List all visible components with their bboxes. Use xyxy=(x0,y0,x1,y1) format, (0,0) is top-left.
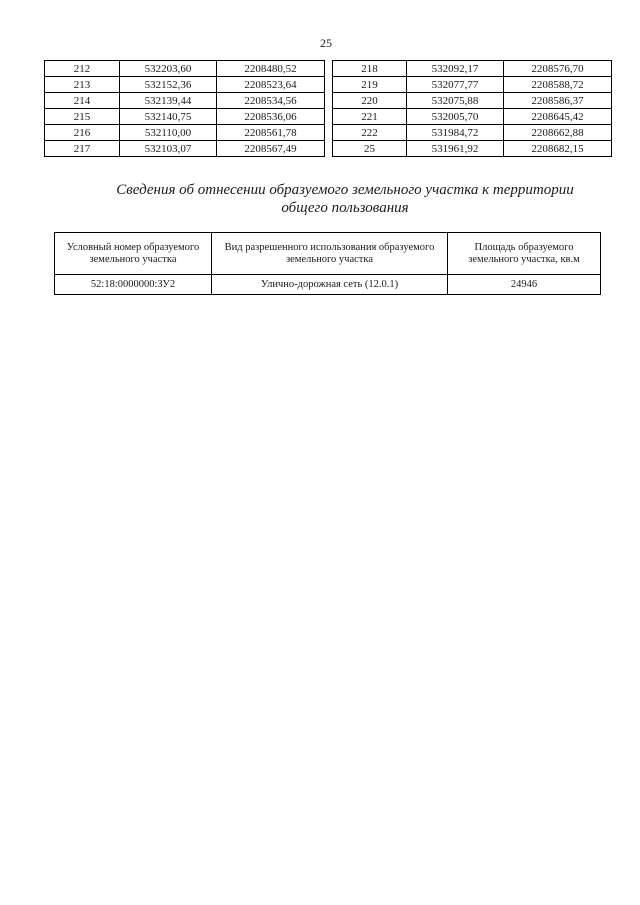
table-row xyxy=(333,109,612,125)
point-number: 214 xyxy=(45,93,120,109)
header-permitted-use: Вид разрешенного использования образуемого земельного участка xyxy=(212,233,448,275)
point-number: 215 xyxy=(45,109,120,125)
table-row xyxy=(45,77,325,93)
y-coordinate: 2208682,15 xyxy=(504,141,612,157)
table-row xyxy=(333,77,612,93)
y-coordinate: 2208576,70 xyxy=(504,61,612,77)
point-number: 221 xyxy=(333,109,407,125)
y-coordinate: 2208523,64 xyxy=(217,77,325,93)
section-heading-line-2: общего пользования xyxy=(281,200,409,216)
table-row xyxy=(45,61,325,77)
x-coordinate: 532075,88 xyxy=(407,93,504,109)
x-coordinate: 532203,60 xyxy=(120,61,217,77)
table-row xyxy=(333,93,612,109)
point-number: 212 xyxy=(45,61,120,77)
y-coordinate: 2208645,42 xyxy=(504,109,612,125)
x-coordinate: 531984,72 xyxy=(407,125,504,141)
point-number: 222 xyxy=(333,125,407,141)
permitted-use: Улично-дорожная сеть (12.0.1) xyxy=(212,275,448,295)
table-row xyxy=(333,141,612,157)
coordinates-table-right xyxy=(332,60,612,157)
coordinates-table-left xyxy=(44,60,325,157)
point-number: 219 xyxy=(333,77,407,93)
x-coordinate: 531961,92 xyxy=(407,141,504,157)
table-row xyxy=(45,93,325,109)
point-number: 220 xyxy=(333,93,407,109)
x-coordinate: 532077,77 xyxy=(407,77,504,93)
section-heading xyxy=(90,181,600,217)
point-number: 25 xyxy=(333,141,407,157)
point-number: 218 xyxy=(333,61,407,77)
y-coordinate: 2208586,37 xyxy=(504,93,612,109)
x-coordinate: 532152,36 xyxy=(120,77,217,93)
y-coordinate: 2208662,88 xyxy=(504,125,612,141)
x-coordinate: 532110,00 xyxy=(120,125,217,141)
land-plot-info-table xyxy=(54,232,601,295)
table-row xyxy=(45,141,325,157)
plot-area: 24946 xyxy=(448,275,601,295)
table-row xyxy=(333,125,612,141)
header-plot-number: Условный номер образуемого земельного участка xyxy=(55,233,212,275)
section-heading-line-1: Сведения об отнесении образуемого земельного участка к территории xyxy=(116,182,574,198)
table-header-row xyxy=(55,233,601,275)
plot-number: 52:18:0000000:ЗУ2 xyxy=(55,275,212,295)
table-row xyxy=(45,109,325,125)
point-number: 216 xyxy=(45,125,120,141)
x-coordinate: 532140,75 xyxy=(120,109,217,125)
x-coordinate: 532103,07 xyxy=(120,141,217,157)
point-number: 217 xyxy=(45,141,120,157)
y-coordinate: 2208536,06 xyxy=(217,109,325,125)
x-coordinate: 532005,70 xyxy=(407,109,504,125)
y-coordinate: 2208561,78 xyxy=(217,125,325,141)
table-row xyxy=(55,275,601,295)
y-coordinate: 2208567,49 xyxy=(217,141,325,157)
x-coordinate: 532139,44 xyxy=(120,93,217,109)
header-plot-area: Площадь образуемого земельного участка, кв.м xyxy=(448,233,601,275)
y-coordinate: 2208588,72 xyxy=(504,77,612,93)
table-row xyxy=(45,125,325,141)
page-number: 25 xyxy=(320,36,332,50)
table-row xyxy=(333,61,612,77)
x-coordinate: 532092,17 xyxy=(407,61,504,77)
y-coordinate: 2208534,56 xyxy=(217,93,325,109)
point-number: 213 xyxy=(45,77,120,93)
y-coordinate: 2208480,52 xyxy=(217,61,325,77)
